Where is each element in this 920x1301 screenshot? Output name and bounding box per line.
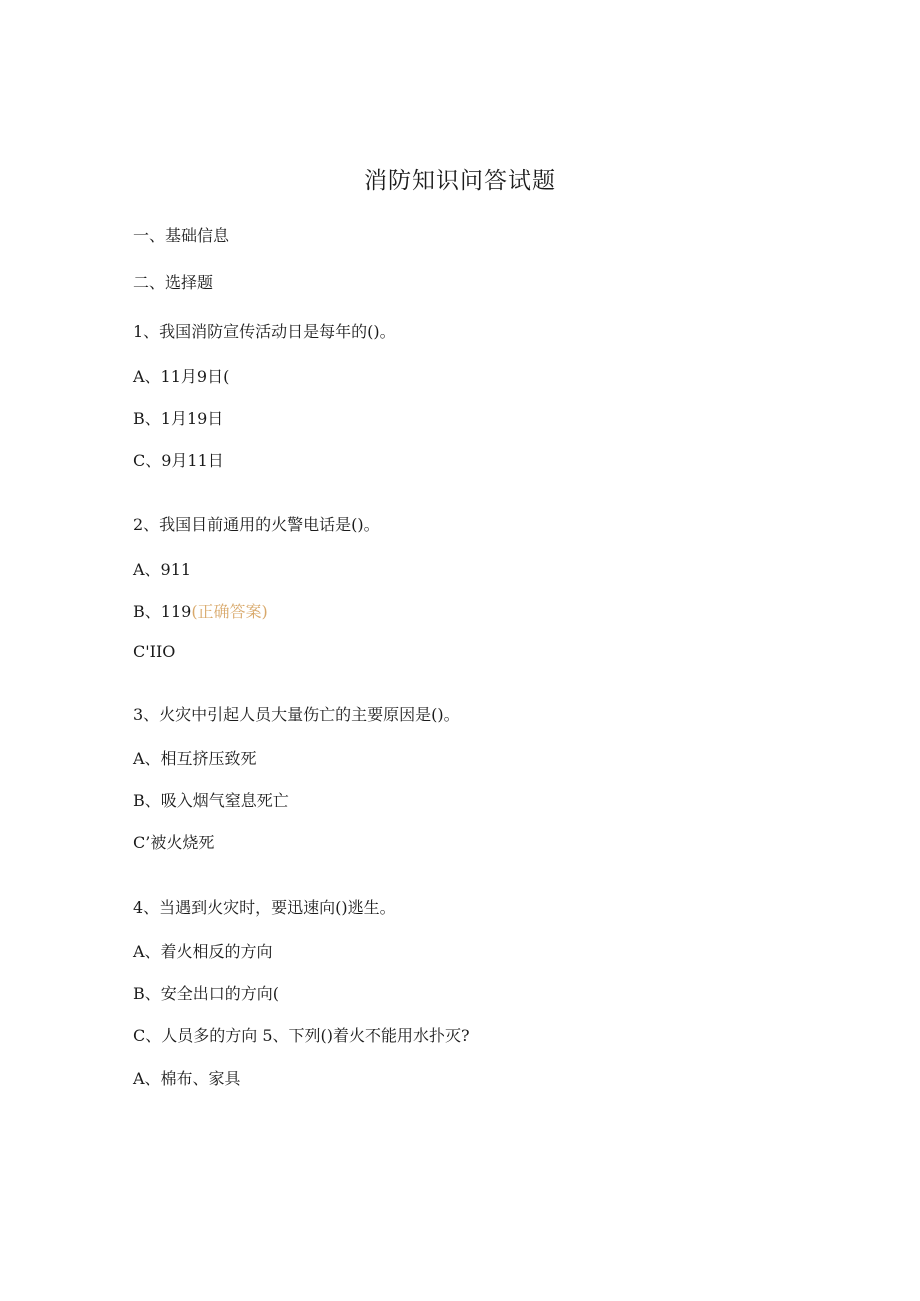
correct-answer-tag: (正确答案) (191, 602, 268, 621)
question-1-option-c: C、9月11日 (133, 451, 224, 470)
question-4: 4、当遇到火灾时，要迅速向()逃生。 (133, 898, 396, 917)
question-2-option-c: C'IIO (133, 642, 176, 661)
question-3-option-b: B、吸入烟气窒息死亡 (133, 791, 289, 810)
question-2-option-a: A、911 (133, 560, 192, 579)
question-2-option-b (133, 600, 268, 624)
question-1-option-b: B、1月19日 (133, 409, 224, 428)
section-heading-choice: 二、选择题 (133, 273, 214, 292)
question-2: 2、我国目前通用的火警电话是()。 (133, 515, 380, 534)
section-heading-basic-info: 一、基础信息 (133, 226, 230, 245)
question-1-option-a: A、11月9日( (133, 367, 230, 386)
question-4-option-c: C、人员多的方向 5、下列()着火不能用水扑灭? (133, 1026, 470, 1045)
question-4-option-a: A、着火相反的方向 (133, 942, 273, 961)
question-3-option-a: A、相互挤压致死 (133, 749, 257, 768)
question-3-option-c: C’被火烧死 (133, 833, 215, 852)
question-5-option-a: A、棉布、家具 (133, 1069, 241, 1088)
question-2-option-b-text: B、119 (133, 602, 192, 621)
question-4-option-b: B、安全出口的方向( (133, 984, 280, 1003)
document-title: 消防知识问答试题 (364, 168, 556, 194)
question-1: 1、我国消防宣传活动日是每年的()。 (133, 322, 396, 341)
question-3: 3、火灾中引起人员大量伤亡的主要原因是()。 (133, 705, 460, 724)
